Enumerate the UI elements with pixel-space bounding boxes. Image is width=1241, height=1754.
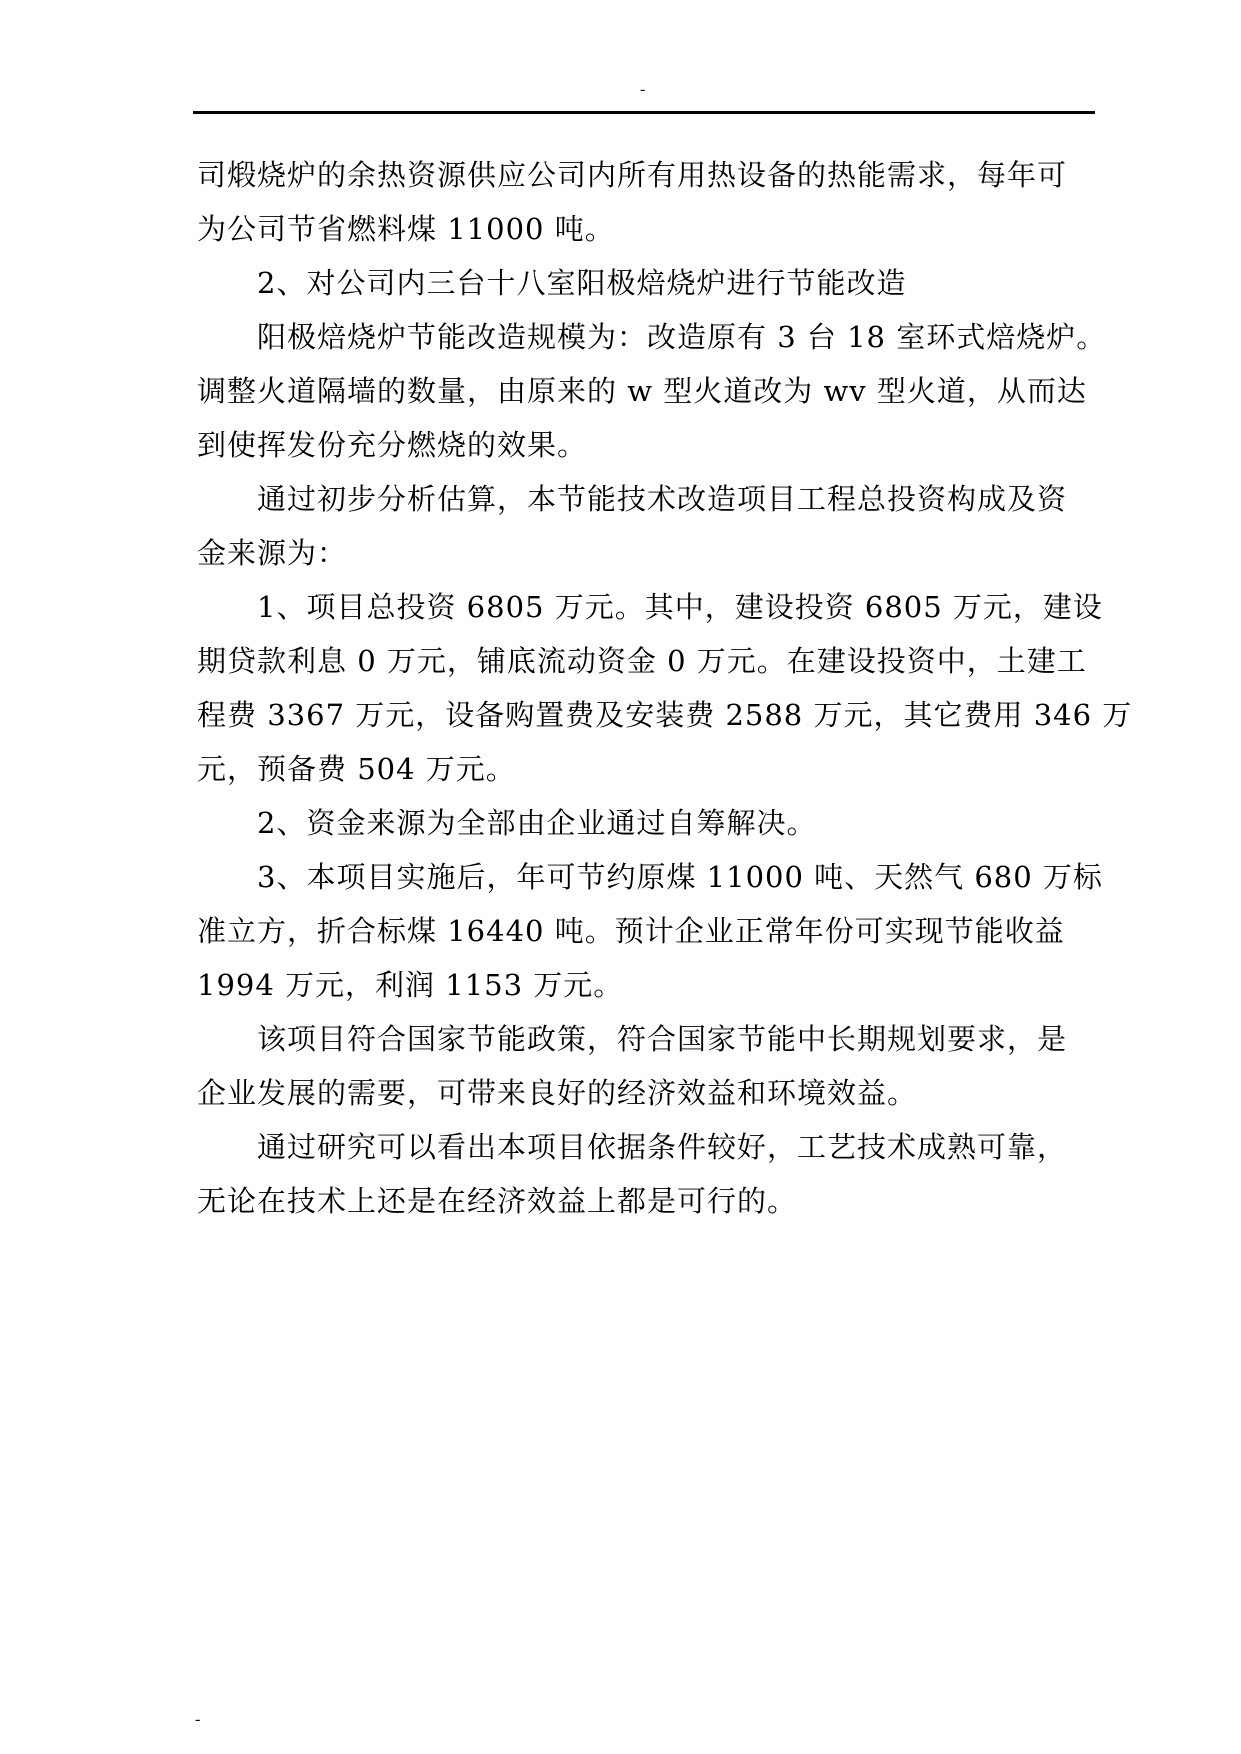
text-line: 1994 万元，利润 1153 万元。 (197, 968, 624, 1002)
header-rule (193, 111, 1095, 114)
text-line: 调整火道隔墙的数量，由原来的 w 型火道改为 wv 型火道，从而达 (197, 374, 1087, 408)
text-line: 1、项目总投资 6805 万元。其中，建设投资 6805 万元，建设 (257, 590, 1103, 624)
text-line: 阳极焙烧炉节能改造规模为：改造原有 3 台 18 室环式焙烧炉。 (257, 320, 1107, 354)
text-line: 准立方，折合标煤 16440 吨。预计企业正常年份可实现节能收益 (197, 914, 1065, 948)
text-line: 元，预备费 504 万元。 (197, 752, 516, 786)
text-line: 期贷款利息 0 万元，铺底流动资金 0 万元。在建设投资中，土建工 (197, 644, 1087, 678)
text-line: 程费 3367 万元，设备购置费及安装费 2588 万元，其它费用 346 万 (197, 698, 1133, 732)
text-line: 该项目符合国家节能政策，符合国家节能中长期规划要求，是 (257, 1022, 1068, 1056)
text-line: 为公司节省燃料煤 11000 吨。 (197, 212, 615, 246)
text-line: 到使挥发份充分燃烧的效果。 (197, 428, 588, 462)
header-mark: - (640, 81, 646, 98)
text-line: 司煅烧炉的余热资源供应公司内所有用热设备的热能需求，每年可 (197, 158, 1068, 192)
text-line: 企业发展的需要，可带来良好的经济效益和环境效益。 (197, 1076, 918, 1110)
text-line: 通过研究可以看出本项目依据条件较好，工艺技术成熟可靠， (257, 1130, 1068, 1164)
section-heading: 2、对公司内三台十八室阳极焙烧炉进行节能改造 (257, 266, 907, 300)
text-line: 2、资金来源为全部由企业通过自筹解决。 (257, 806, 817, 840)
text-line: 3、本项目实施后，年可节约原煤 11000 吨、天然气 680 万标 (257, 860, 1103, 894)
text-line: 通过初步分析估算，本节能技术改造项目工程总投资构成及资 (257, 482, 1068, 516)
body-text (197, 148, 1133, 1228)
text-line: 无论在技术上还是在经济效益上都是可行的。 (197, 1184, 798, 1218)
footer-mark: - (195, 1711, 201, 1728)
text-line: 金来源为： (197, 536, 348, 570)
